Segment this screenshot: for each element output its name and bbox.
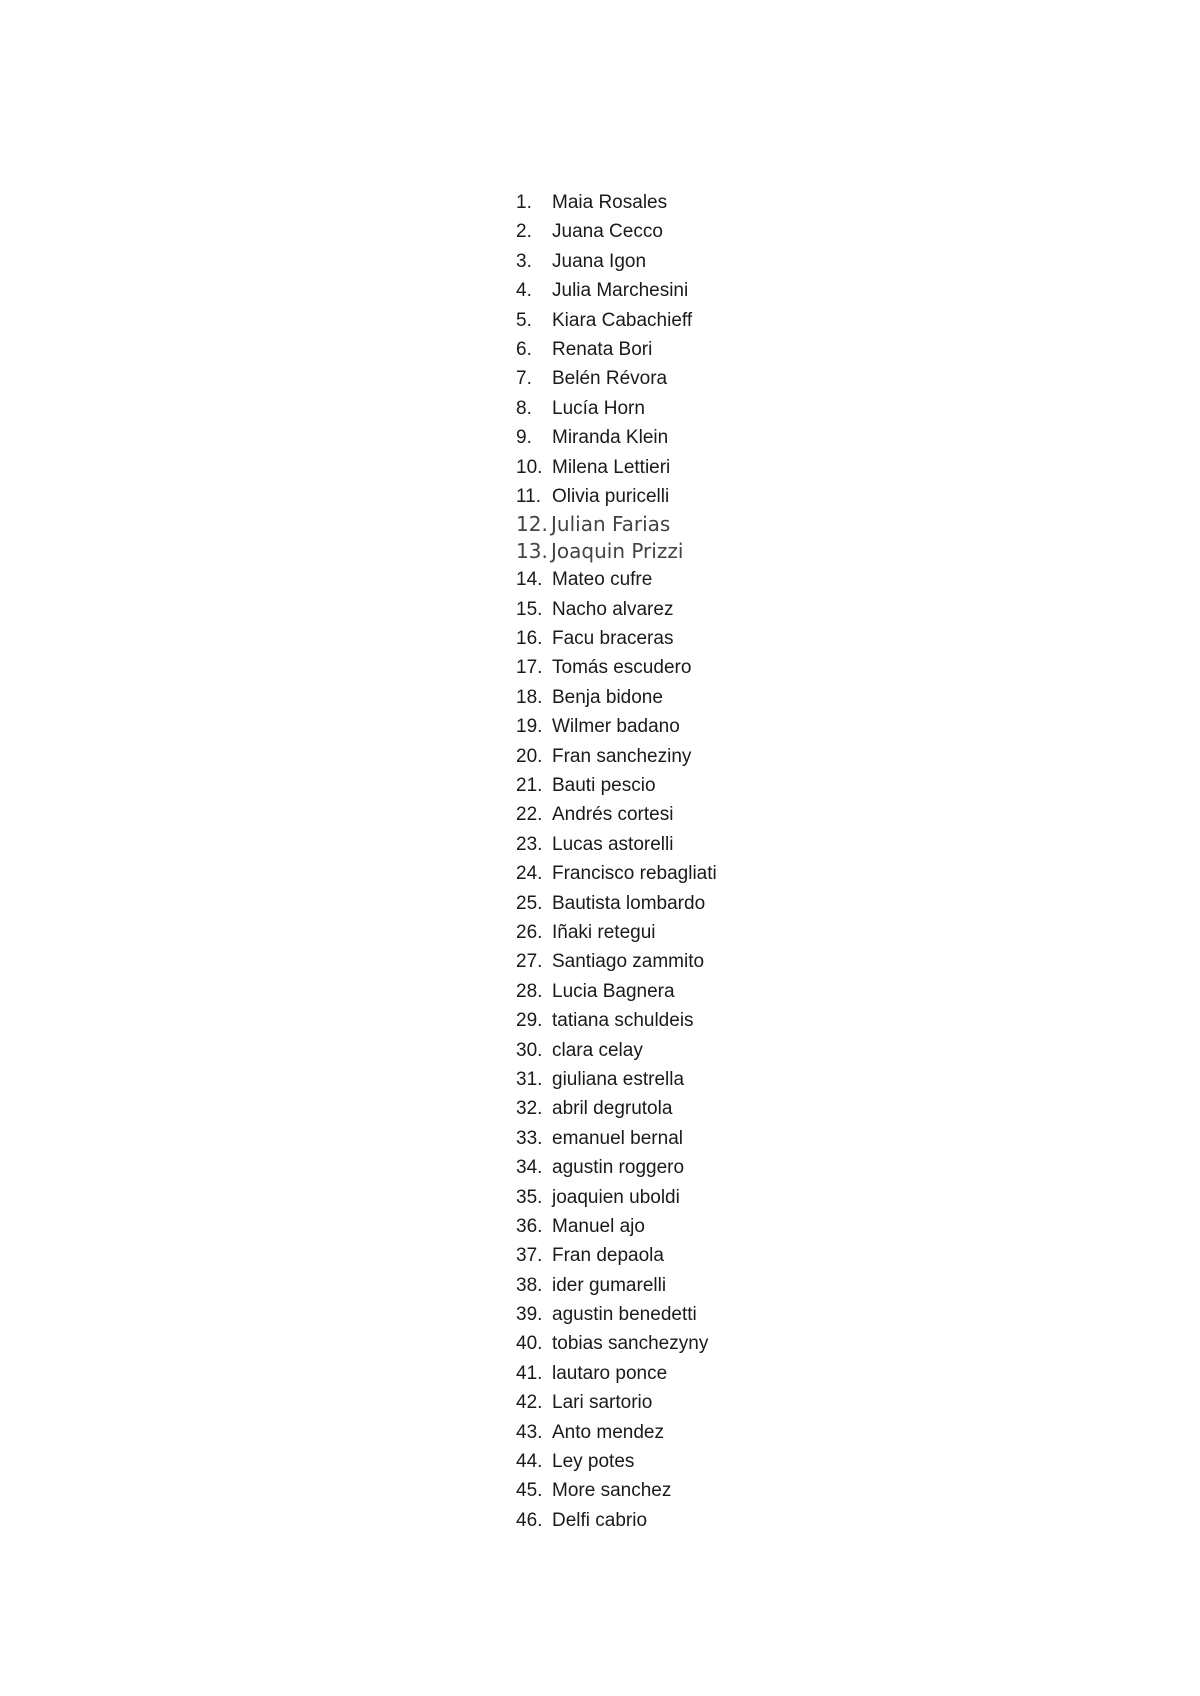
list-item-number: 17. [516, 657, 543, 679]
numbered-name-list [516, 188, 717, 1535]
list-item-name: Bauti pescio [552, 775, 656, 797]
list-item-number: 14. [516, 569, 543, 591]
list-item-number: 27. [516, 951, 543, 973]
list-item-name: joaquien uboldi [552, 1186, 680, 1208]
list-item-name: Facu braceras [552, 628, 674, 650]
list-item-name: Julian Farias [551, 512, 671, 537]
list-item-number: 3. [516, 250, 532, 272]
list-item-number: 25. [516, 892, 543, 914]
list-item [516, 712, 717, 741]
list-item [516, 1359, 717, 1388]
list-item [516, 335, 717, 364]
list-item-name: Anto mendez [552, 1421, 664, 1443]
list-item-number: 46. [516, 1509, 543, 1531]
list-item-name: Fran depaola [552, 1245, 664, 1267]
list-item [516, 1241, 717, 1270]
list-item [516, 1300, 717, 1329]
list-item-number: 31. [516, 1068, 543, 1090]
list-item-name: Joaquin Prizzi [551, 539, 684, 564]
list-item [516, 1212, 717, 1241]
list-item-name: Lari sartorio [552, 1392, 653, 1414]
list-item-number: 5. [516, 309, 532, 331]
list-item-number: 4. [516, 280, 532, 302]
list-item-number: 7. [516, 368, 532, 390]
list-item [516, 889, 717, 918]
list-item-name: emanuel bernal [552, 1127, 683, 1149]
list-item [516, 217, 717, 246]
list-item-name: tatiana schuldeis [552, 1010, 694, 1032]
list-item-number: 8. [516, 397, 532, 419]
list-item [516, 1036, 717, 1065]
list-item [516, 1506, 717, 1535]
list-item [516, 1124, 717, 1153]
list-item-name: clara celay [552, 1039, 643, 1061]
list-item [516, 1006, 717, 1035]
list-item-number: 15. [516, 598, 543, 620]
list-item-number: 19. [516, 716, 543, 738]
list-item-name: Andrés cortesi [552, 804, 674, 826]
list-item-name: Juana Igon [552, 250, 647, 272]
list-item [516, 453, 717, 482]
list-item-number: 32. [516, 1098, 543, 1120]
list-item [516, 276, 717, 305]
list-item-number: 28. [516, 980, 543, 1002]
list-item [516, 653, 717, 682]
list-item [516, 1094, 717, 1123]
list-item [516, 247, 717, 276]
list-item-number: 36. [516, 1215, 543, 1237]
list-item-name: Belén Révora [552, 368, 668, 390]
list-item-name: Tomás escudero [552, 657, 692, 679]
list-item-number: 35. [516, 1186, 543, 1208]
list-item [516, 188, 717, 217]
list-item-number: 43. [516, 1421, 543, 1443]
list-item-name: Olivia puricelli [552, 485, 670, 507]
list-item-name: Mateo cufre [552, 569, 653, 591]
list-item [516, 565, 717, 594]
list-item-number: 23. [516, 833, 543, 855]
list-item [516, 977, 717, 1006]
list-item-name: Julia Marchesini [552, 280, 689, 302]
list-item-name: Juana Cecco [552, 221, 663, 243]
list-item [516, 624, 717, 653]
list-item-name: Bautista lombardo [552, 892, 706, 914]
list-item-name: Maia Rosales [552, 192, 668, 213]
list-item-name: Wilmer badano [552, 716, 680, 738]
list-item-name: tobias sanchezyny [552, 1333, 709, 1355]
list-item-number: 37. [516, 1245, 543, 1267]
list-item-name: Ley potes [552, 1451, 635, 1473]
list-item-name: Francisco rebagliati [552, 863, 717, 885]
list-item-number: 24. [516, 863, 543, 885]
list-item-number: 30. [516, 1039, 543, 1061]
list-item-name: Manuel ajo [552, 1215, 645, 1237]
list-item [516, 1153, 717, 1182]
list-item [516, 1418, 717, 1447]
list-item-number: 12. [516, 512, 548, 537]
list-item-number: 41. [516, 1362, 543, 1384]
list-item-name: agustin benedetti [552, 1304, 697, 1326]
list-item-name: Santiago zammito [552, 951, 705, 973]
list-item-number: 22. [516, 804, 543, 826]
list-item-number: 40. [516, 1333, 543, 1355]
list-item-number: 11. [516, 485, 542, 507]
list-item-name: Milena Lettieri [552, 456, 671, 478]
list-item-name: abril degrutola [552, 1098, 673, 1120]
list-item-name: Miranda Klein [552, 427, 669, 449]
list-item-number: 26. [516, 921, 543, 943]
list-item-name: Iñaki retegui [552, 921, 656, 943]
list-item-name: Lucía Horn [552, 397, 645, 419]
list-item [516, 538, 717, 565]
list-item-name: Kiara Cabachieff [552, 309, 693, 331]
list-item-name: Lucia Bagnera [552, 980, 675, 1002]
list-item [516, 771, 717, 800]
list-item-number: 20. [516, 745, 543, 767]
list-item-number: 18. [516, 686, 543, 708]
list-item [516, 1183, 717, 1212]
list-item-number: 42. [516, 1392, 543, 1414]
list-item-number: 29. [516, 1010, 543, 1032]
list-item-name: Delfi cabrio [552, 1509, 648, 1531]
list-item [516, 1271, 717, 1300]
list-item-number: 44. [516, 1451, 543, 1473]
list-item-number: 21. [516, 775, 543, 797]
list-item-number: 6. [516, 338, 532, 360]
list-item-name: Lucas astorelli [552, 833, 674, 855]
list-item-number: 45. [516, 1480, 543, 1502]
list-item [516, 511, 717, 538]
list-item-number: 34. [516, 1157, 543, 1179]
list-item-number: 13. [516, 539, 548, 564]
list-item-number: 1. [516, 192, 532, 213]
list-item-name: Renata Bori [552, 338, 653, 360]
list-item-number: 39. [516, 1304, 543, 1326]
list-item-name: Fran sancheziny [552, 745, 692, 767]
list-item-number: 33. [516, 1127, 543, 1149]
list-item [516, 1065, 717, 1094]
list-item [516, 482, 717, 511]
list-item [516, 742, 717, 771]
list-item-number: 10. [516, 456, 543, 478]
list-item-name: Nacho alvarez [552, 598, 674, 620]
list-item [516, 1388, 717, 1417]
list-item [516, 364, 717, 393]
list-item-number: 9. [516, 427, 532, 449]
list-item [516, 394, 717, 423]
list-item-name: agustin roggero [552, 1157, 685, 1179]
list-item [516, 1329, 717, 1358]
list-item-name: More sanchez [552, 1480, 672, 1502]
list-item-number: 38. [516, 1274, 543, 1296]
list-item [516, 595, 717, 624]
list-item [516, 1447, 717, 1476]
list-item [516, 423, 717, 452]
list-item [516, 859, 717, 888]
list-item-name: Benja bidone [552, 686, 663, 708]
list-item-number: 16. [516, 628, 543, 650]
list-item-name: ider gumarelli [552, 1274, 667, 1296]
list-item [516, 306, 717, 335]
list-item [516, 830, 717, 859]
list-item [516, 683, 717, 712]
list-item [516, 918, 717, 947]
list-item-name: lautaro ponce [552, 1362, 668, 1384]
list-item [516, 800, 717, 829]
list-item-number: 2. [516, 221, 532, 243]
list-item [516, 947, 717, 976]
list-item-name: giuliana estrella [552, 1068, 685, 1090]
list-item [516, 1476, 717, 1505]
